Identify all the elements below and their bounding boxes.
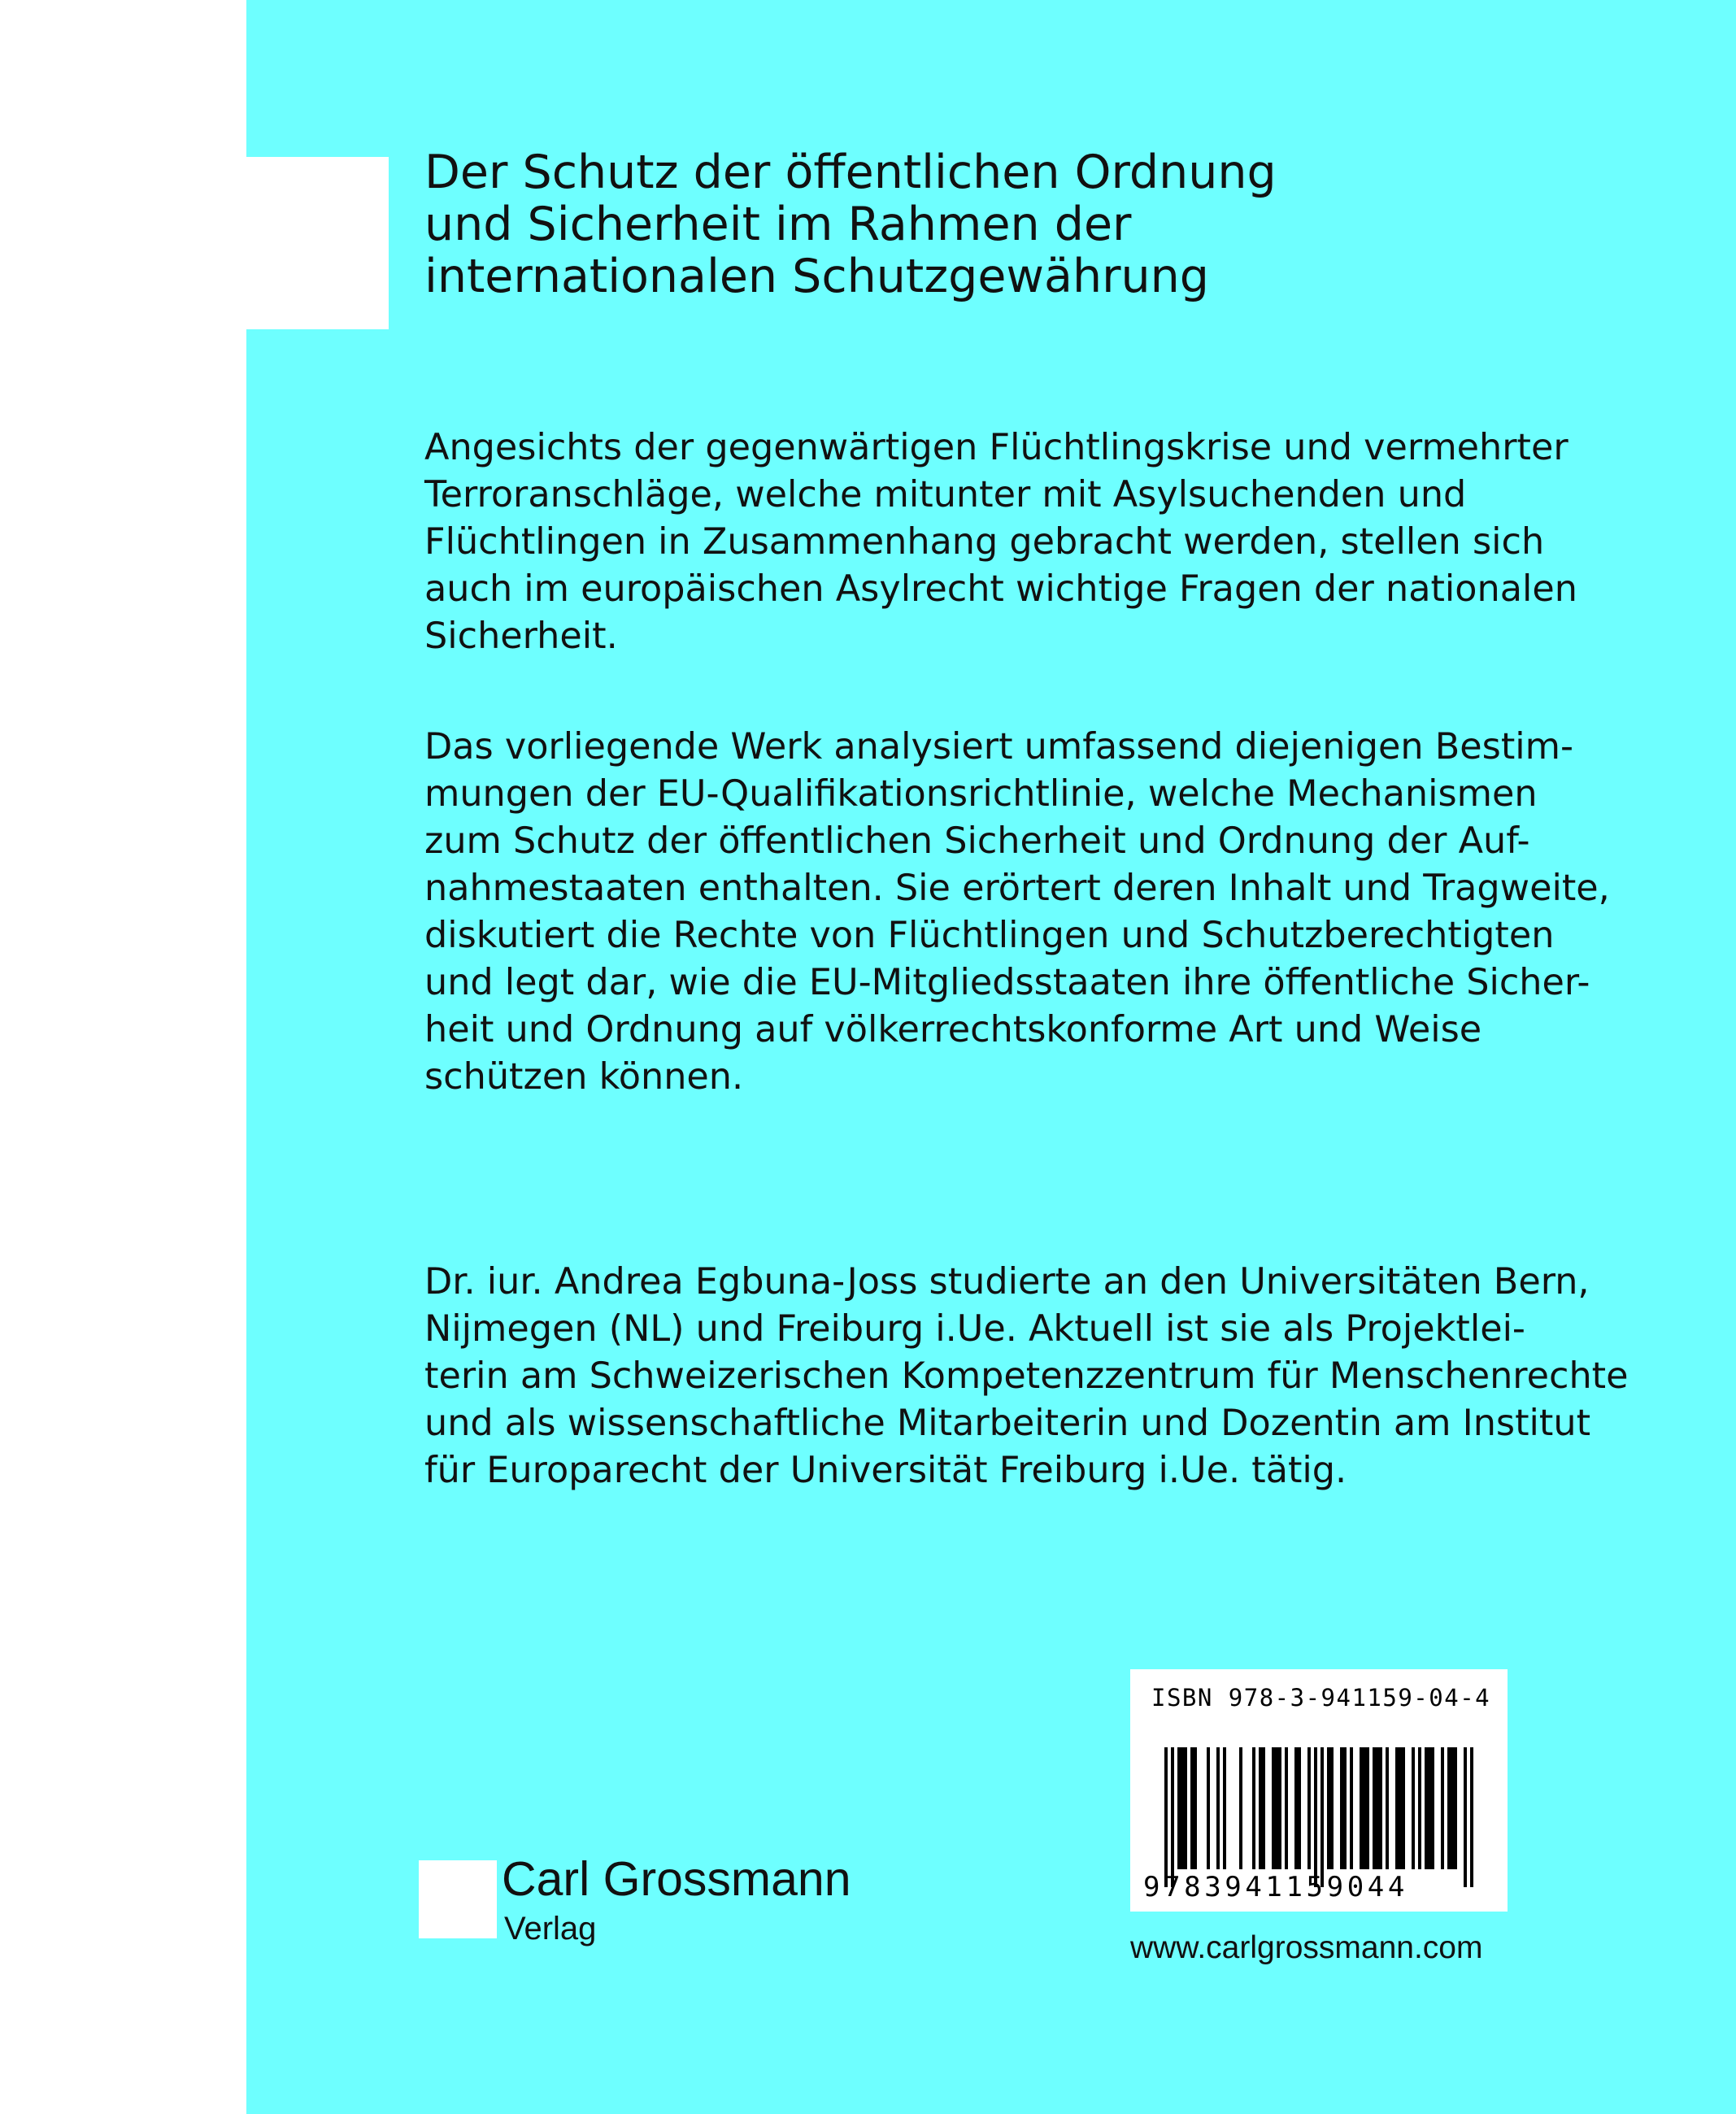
barcode-bar (1262, 1747, 1265, 1869)
barcode-bar (1343, 1747, 1347, 1869)
barcode-bar (1327, 1747, 1330, 1869)
barcode-bar (1181, 1747, 1184, 1869)
text-line: und als wissenschaftliche Mitarbeiterin und Dozentin am Institut (424, 1403, 1591, 1444)
barcode-bar (1447, 1747, 1451, 1869)
text-line: Flüchtlingen in Zusammenhang gebracht werden, stellen sich (424, 521, 1545, 563)
barcode-bar (1454, 1747, 1457, 1869)
barcode-bar (1190, 1747, 1194, 1869)
text-line: Nijmegen (NL) und Freiburg i.Ue. Aktuell ist sie als Projektlei- (424, 1308, 1525, 1350)
author-bio (424, 1259, 1644, 1494)
title-line: und Sicherheit im Rahmen der (424, 198, 1132, 251)
text-line: mungen der EU-Qualifikationsrichtlinie, welche Mechanismen (424, 773, 1538, 815)
isbn-label: ISBN 978-3-941159-04-4 (1151, 1684, 1491, 1712)
text-line: Sicherheit. (424, 615, 618, 657)
publisher-logo-square (419, 1860, 497, 1938)
barcode-bar (1272, 1747, 1275, 1869)
text-line: schützen können. (424, 1056, 744, 1098)
barcode-bar (1307, 1747, 1311, 1869)
text-line: Angesichts der gegenwärtigen Flüchtlingskrise und vermehrter (424, 427, 1568, 468)
barcode-bar (1294, 1747, 1298, 1869)
barcode-bar (1350, 1747, 1353, 1869)
barcode-bar (1395, 1747, 1399, 1869)
barcode-bar (1470, 1747, 1473, 1887)
text-line: heit und Ordnung auf völkerrechtskonforme Art und Weise (424, 1009, 1482, 1050)
barcode-bar (1330, 1747, 1334, 1869)
text-line: für Europarecht der Universität Freiburg i.Ue. tätig. (424, 1450, 1347, 1491)
barcode-bar (1223, 1747, 1226, 1869)
text-line: Das vorliegende Werk analysiert umfassend diejenigen Bestim- (424, 726, 1574, 768)
barcode-bar (1298, 1747, 1301, 1869)
barcode-bar (1402, 1747, 1405, 1869)
text-line: terin am Schweizerischen Kompetenzzentrum für Menschenrechte (424, 1355, 1629, 1397)
text-line: diskutiert die Rechte von Flüchtlingen und Schutzberechtigten (424, 915, 1555, 956)
barcode-bar (1164, 1747, 1168, 1887)
barcode-bar (1366, 1747, 1369, 1869)
barcode-bar (1314, 1747, 1317, 1887)
barcode-bar (1216, 1747, 1220, 1869)
barcode-bar (1252, 1747, 1255, 1869)
barcode-bar (1275, 1747, 1278, 1869)
barcode-bar (1441, 1747, 1444, 1869)
barcode-bar (1360, 1747, 1363, 1869)
barcode-bar (1177, 1747, 1181, 1869)
title-line: Der Schutz der öffentlichen Ordnung (424, 146, 1277, 199)
barcode-bar (1379, 1747, 1382, 1869)
blurb-paragraph-1 (424, 424, 1644, 660)
barcode-bar (1278, 1747, 1281, 1869)
barcode-bar (1418, 1747, 1421, 1869)
text-line: und legt dar, wie die EU-Mitgliedsstaaten ihre öffentliche Sicher- (424, 962, 1590, 1003)
isbn-barcode (1130, 1669, 1508, 1912)
text-line: Dr. iur. Andrea Egbuna-Joss studierte an den Universitäten Bern, (424, 1261, 1590, 1303)
text-line: zum Schutz der öffentlichen Sicherheit und Ordnung der Auf- (424, 820, 1530, 862)
barcode-digits: 9783941159044 (1143, 1871, 1408, 1903)
barcode-bar (1207, 1747, 1210, 1869)
publisher-website: www.carlgrossmann.com (1130, 1930, 1483, 1965)
barcode-bar (1373, 1747, 1376, 1869)
white-tab-decoration (246, 157, 389, 329)
text-line: nahmestaaten enthalten. Sie erörtert deren Inhalt und Tragweite, (424, 868, 1610, 909)
barcode-bar (1425, 1747, 1428, 1869)
barcode-bar (1451, 1747, 1454, 1869)
barcode-bar (1340, 1747, 1343, 1869)
barcode-bar (1239, 1747, 1242, 1869)
barcode-bar (1184, 1747, 1187, 1869)
barcode-bar (1412, 1747, 1415, 1869)
barcode-bar (1428, 1747, 1431, 1869)
barcode-bar (1464, 1747, 1467, 1887)
barcode-bar (1376, 1747, 1379, 1869)
book-title (424, 146, 1644, 302)
barcode-bar (1171, 1747, 1174, 1887)
title-line: internationalen Schutzgewährung (424, 250, 1209, 303)
publisher-name: Carl Grossmann (502, 1852, 851, 1906)
publisher-subtitle: Verlag (504, 1911, 597, 1947)
barcode-bar (1386, 1747, 1389, 1869)
barcode-bar (1363, 1747, 1366, 1869)
barcode-bar (1431, 1747, 1434, 1869)
barcode-bar (1399, 1747, 1402, 1869)
text-line: auch im europäischen Asylrecht wichtige Fragen der nationalen (424, 568, 1577, 610)
barcode-bar (1285, 1747, 1288, 1869)
blurb-paragraph-2 (424, 724, 1644, 1101)
barcode-bar (1320, 1747, 1324, 1887)
barcode-bar (1259, 1747, 1262, 1869)
text-line: Terroranschläge, welche mitunter mit Asylsuchenden und (424, 474, 1467, 515)
barcode-bar (1194, 1747, 1197, 1869)
